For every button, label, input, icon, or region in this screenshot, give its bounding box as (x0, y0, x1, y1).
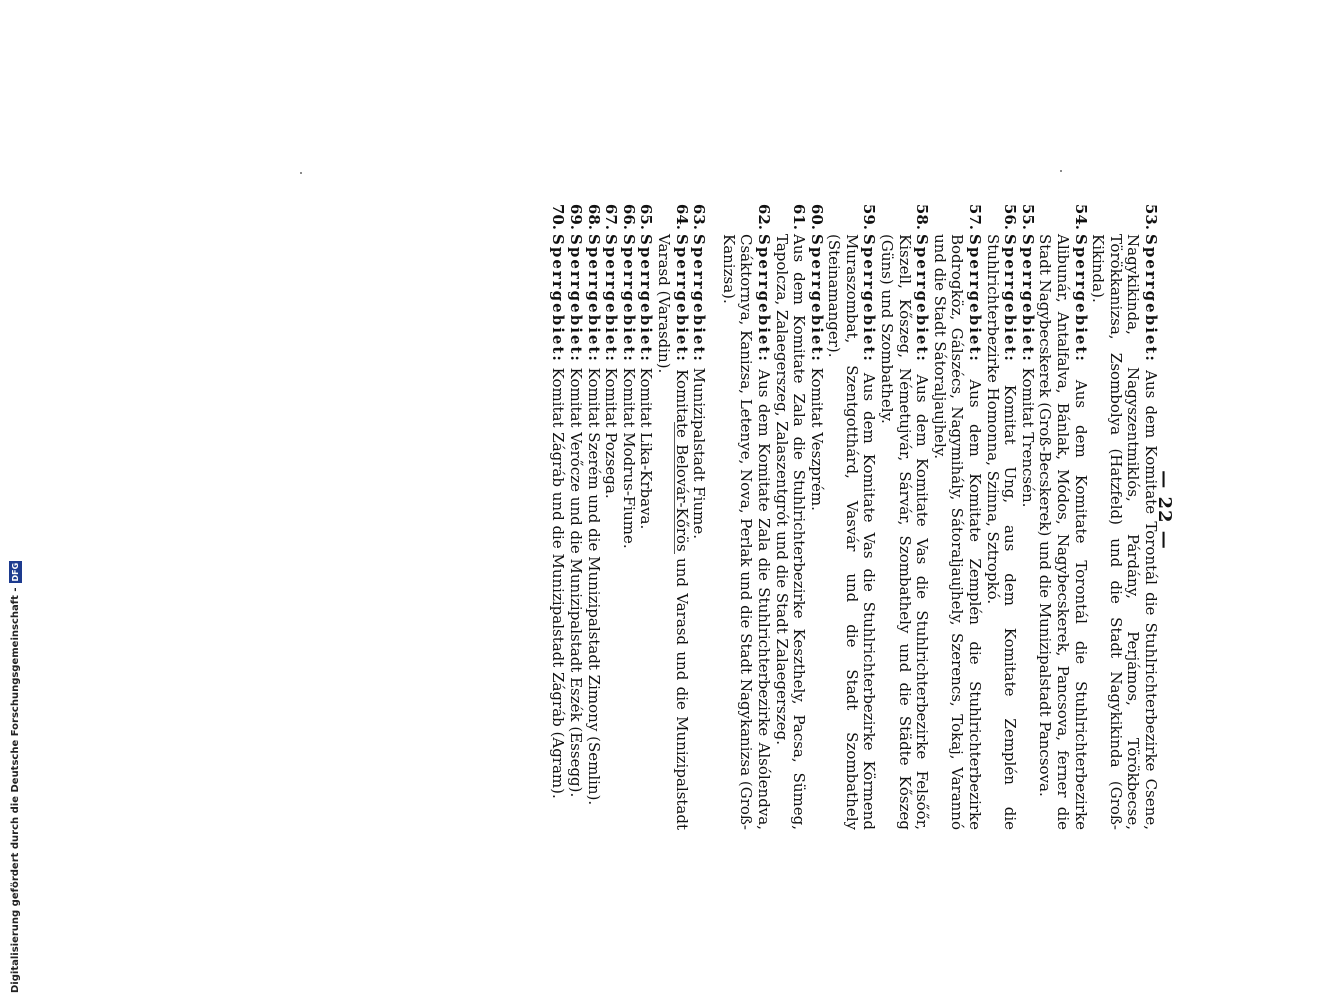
list-item (690, 190, 708, 830)
list-item (772, 190, 807, 830)
entry-number: 68. (584, 203, 603, 230)
credit-text: Digitalisierung gefördert durch die Deutsche Forschungsgemeinschaft - (9, 587, 21, 993)
scan-speck (1060, 170, 1062, 172)
separator-rule (674, 422, 675, 554)
entry-text: Komitat Ung, aus dem Komitate Zemplén die Stuhlrichterbezirke Homonna, Szinna, Sztropkó. (983, 234, 1020, 830)
entry-number: 58. (913, 203, 932, 230)
dfg-logo: DFG (10, 562, 20, 582)
list-item (549, 190, 567, 830)
entry-number: 66. (619, 203, 638, 230)
rotated-document-page (395, 190, 1175, 830)
entry-term: Sperrgebiet: (584, 234, 603, 363)
list-item (1089, 190, 1159, 830)
entry-text: Komitat Veszprém. (807, 362, 826, 511)
list-item (1036, 190, 1089, 830)
list-item (637, 190, 655, 830)
entry-term: Sperrgebiet: (637, 234, 656, 363)
entry-term: Sperrgebiet: (1071, 234, 1090, 363)
entry-number: 54. (1071, 203, 1090, 230)
list-item (619, 190, 637, 830)
entry-number: 65. (637, 203, 656, 230)
digitization-credit (8, 562, 22, 993)
list-item (825, 190, 878, 830)
entry-term: Sperrgebiet: (754, 234, 773, 363)
entry-number: 70. (549, 203, 568, 230)
entry-number: 69. (567, 203, 585, 230)
entry-text: Komitat Zágráb und die Munizipalstadt Zágráb (Agram). (549, 362, 568, 799)
list-item (1018, 190, 1036, 830)
entry-term: Sperrgebiet: (860, 234, 879, 363)
entry-text: Aus dem Komitate Vas die Stuhlrichterbezirke Felsőőr, Kiszell, Kőszeg, Németujvár, Sárvár, Szombathely und die Städte Kőszeg (Güns) und Szombathely. (878, 234, 932, 830)
entry-number: 67. (602, 203, 621, 230)
entry-term: Sperrgebiet: (602, 234, 621, 363)
entry-number: 55. (1018, 203, 1037, 230)
list-item (602, 190, 620, 830)
entry-term: Sperrgebiet: (672, 234, 691, 363)
entry-text: Aus dem Komitate Torontál die Stuhlrichterbezirke Csene, Nagykikinda, Nagyszentmiklós, Párdány, Perjámos, Törökbecse, Törökkanizsa, Zsombolya (Hatzfeld) und die Stadt Nagykikinda (Groß-Kikinda). (1089, 234, 1160, 830)
scan-speck (300, 172, 302, 174)
entry-text: Aus dem Komitate Vas die Stuhlrichterbezirke Körmend Muraszombat, Szentgotthárd, Vasvár und die Stadt Szombathely (Steinamanger). (825, 234, 879, 830)
entry-number: 57. (966, 203, 985, 230)
list-item (930, 190, 983, 830)
entry-term: Sperrgebiet: (1018, 234, 1037, 363)
entry-number: 56. (1001, 203, 1020, 230)
entry-term: Sperrgebiet: (913, 234, 932, 363)
entry-text: Komitat Trencsén. (1018, 362, 1037, 508)
entry-number: 63. (690, 203, 709, 230)
entry-term: Sperrgebiet: (549, 234, 568, 363)
list-item (878, 190, 931, 830)
entry-number: 59. (860, 203, 879, 230)
entry-text: Komitat Lika-Krbava. (637, 362, 656, 530)
page-number: — 22 — (1154, 470, 1175, 550)
entry-term: Sperrgebiet: (1001, 234, 1020, 363)
entry-text: Komitat Modrus-Fiume. (619, 362, 638, 549)
entry-text: Komitat Pozsega. (602, 362, 621, 499)
entry-text: Aus dem Komitate Torontál die Stuhlrichterbezirke Alibunár, Antalfalva, Bánlak, Módos, Nagybecskerek, Pancsova, ferner die Stadt Nagybecskerek (Groß-Becskerek) und die Munizipalstadt Pancsova. (1036, 234, 1090, 830)
list-item (719, 190, 772, 830)
entry-text: Aus dem Komitate Zala die Stuhlrichterbezirke Keszthely, Pacsa, Sümeg, Tapolcza, Zalaegerszeg, Zalaszentgrót und die Stadt Zalaegerszeg. (772, 234, 809, 830)
list-item (983, 190, 1018, 830)
entry-term: Sperrgebiet: (619, 234, 638, 363)
entry-text: Komitat Szerém und die Munizipalstadt Zimony (Semlin). (584, 362, 603, 806)
sperrgebiet-list (549, 190, 1159, 830)
entry-text: Komitat Verőcze und die Munizipalstadt Eszék (Essegg). (567, 362, 585, 798)
entry-number: 61. (790, 203, 809, 230)
entry-text: Komitate Belovár-Kőrös und Varasd und die Munizipalstadt Varasd (Varasdin). (654, 234, 691, 830)
entry-term: Sperrgebiet: (966, 234, 985, 363)
list-item (584, 190, 602, 830)
entry-number: 62. (754, 203, 773, 230)
entry-text: Aus dem Komitate Zemplén die Stuhlrichterbezirke Bodrogköz, Gálszécs, Nagymihály, Sátoraljaujhely, Szerencs, Tokaj, Varannó und die Stadt Sátoraljaujhely. (930, 234, 985, 830)
list-item (566, 190, 584, 830)
list-item (807, 190, 825, 830)
entry-text: Aus dem Komitate Zala die Stuhlrichterbezirke Alsólendva, Csáktornya, Kanizsa, Letenye, Nova, Perlak und die Stadt Nagykanizsa (Groß-Kanizsa). (719, 234, 773, 830)
entry-number: 60. (807, 203, 826, 230)
entry-term: Sperrgebiet: (807, 234, 826, 363)
entry-term: Sperrgebiet: (567, 234, 585, 363)
entry-term: Sperrgebiet: (1142, 234, 1160, 363)
entry-number: 53. (1142, 203, 1160, 230)
list-item (654, 190, 689, 830)
entry-number: 64. (672, 203, 691, 230)
entry-text: Munizipalstadt Fiume. (690, 362, 709, 539)
entry-term: Sperrgebiet: (690, 234, 709, 363)
